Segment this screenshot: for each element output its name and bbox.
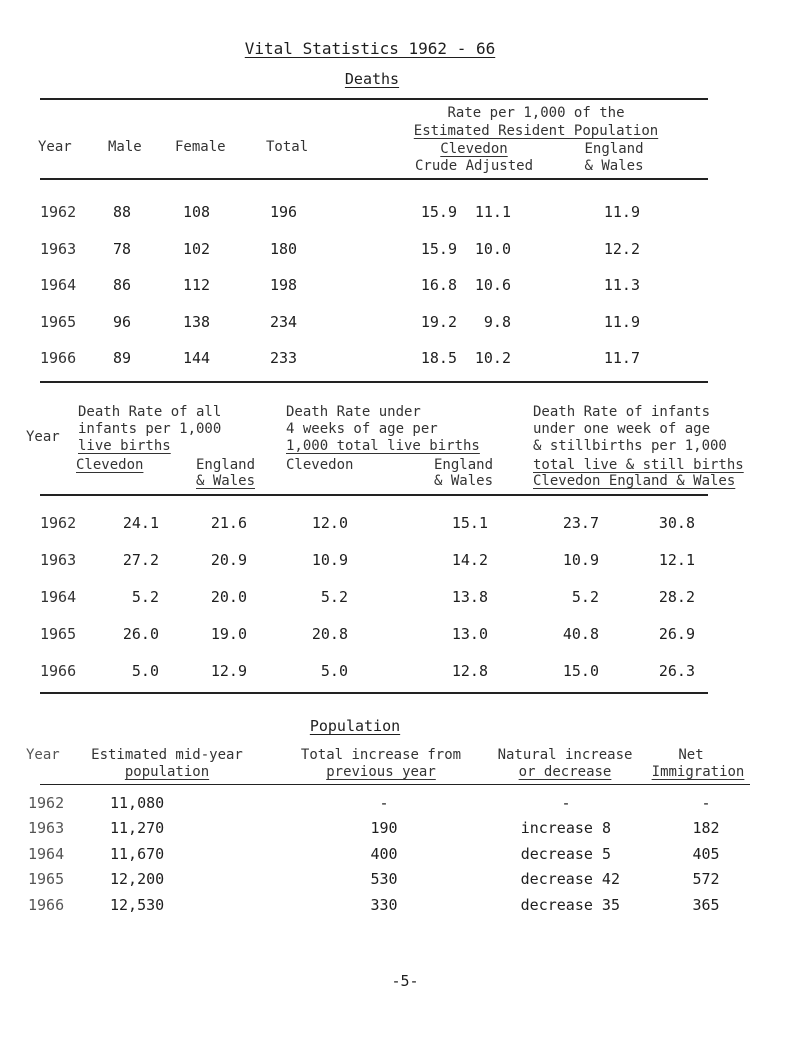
infants-u4-clevedon: 10.9 <box>311 551 348 569</box>
deaths-adjusted-rate: 11.1 <box>474 203 511 221</box>
infants-u1-clevedon: 15.0 <box>562 662 599 680</box>
population-increase: 330 <box>370 896 398 914</box>
infants-year-header: Year <box>26 429 60 445</box>
deaths-female: 108 <box>183 203 211 221</box>
infants-all-clevedon: 27.2 <box>122 551 159 569</box>
infants-all-header-2: infants per 1,000 <box>78 421 222 437</box>
deaths-england-rate: 11.7 <box>603 349 640 367</box>
infants-u1-england: 26.9 <box>658 625 695 643</box>
deaths-total: 233 <box>270 349 298 367</box>
infants-u1-england: 26.3 <box>658 662 695 680</box>
deaths-total: 180 <box>270 240 298 258</box>
infants-year: 1965 <box>40 625 77 643</box>
infants-u4-england-header: England <box>434 457 494 473</box>
infants-year: 1963 <box>40 551 77 569</box>
infants-u4-clevedon: 5.2 <box>320 588 348 606</box>
deaths-adjusted-rate: 10.6 <box>474 276 511 294</box>
infants-all-clevedon: 5.2 <box>131 588 159 606</box>
deaths-total: 234 <box>270 313 298 331</box>
population-year: 1963 <box>28 819 65 837</box>
infants-all-clevedon: 26.0 <box>122 625 159 643</box>
deaths-female: 102 <box>183 240 211 258</box>
infants-u4-clevedon: 5.0 <box>320 662 348 680</box>
population-natural: increase 8 <box>520 819 611 837</box>
infants-all-clevedon-header: Clevedon <box>76 457 144 473</box>
infants-all-clevedon: 24.1 <box>122 514 159 532</box>
deaths-total-header: Total <box>266 139 309 155</box>
population-estimate: 12,200 <box>110 870 165 888</box>
deaths-male-header: Male <box>108 139 142 155</box>
population-net: 365 <box>692 896 720 914</box>
infants-u1-clevedon: 40.8 <box>562 625 599 643</box>
deaths-male: 88 <box>113 203 132 221</box>
infants-u1-clevedon: 10.9 <box>562 551 599 569</box>
deaths-year-header: Year <box>38 139 72 155</box>
infants-u1-header-2: under one week of age <box>533 421 711 437</box>
infants-u4-england: 15.1 <box>451 514 488 532</box>
deaths-header-rule <box>40 178 708 180</box>
deaths-total: 198 <box>270 276 298 294</box>
population-net: 405 <box>692 845 720 863</box>
population-estimate: 11,670 <box>110 845 165 863</box>
population-estimate: 11,080 <box>110 794 165 812</box>
infants-all-header-3: live births <box>78 438 171 454</box>
infants-u4-england: 14.2 <box>451 551 488 569</box>
deaths-male: 96 <box>113 313 132 331</box>
population-year: 1965 <box>28 870 65 888</box>
deaths-year: 1964 <box>40 276 77 294</box>
infants-all-england: 20.0 <box>210 588 247 606</box>
infants-u4-england: 12.8 <box>451 662 488 680</box>
deaths-england-rate: 12.2 <box>603 240 640 258</box>
infants-all-header-1: Death Rate of all <box>78 404 222 420</box>
population-net: 182 <box>692 819 720 837</box>
deaths-adjusted-rate: 10.0 <box>474 240 511 258</box>
population-year: 1962 <box>28 794 65 812</box>
deaths-year: 1963 <box>40 240 77 258</box>
population-increase-header-1: Total increase from <box>300 747 462 763</box>
population-increase: - <box>379 794 389 812</box>
infants-all-england: 19.0 <box>210 625 247 643</box>
infants-year: 1966 <box>40 662 77 680</box>
population-natural-header-2: or decrease <box>518 764 612 780</box>
population-year-header: Year <box>26 747 60 763</box>
infants-u1-header-4: total live & still births <box>533 457 744 473</box>
infants-u1-clevedon: 5.2 <box>571 588 599 606</box>
population-year: 1964 <box>28 845 65 863</box>
infants-u1-england: 12.1 <box>658 551 695 569</box>
deaths-england-rate: 11.3 <box>603 276 640 294</box>
infants-u1-sub-header: Clevedon England & Wales <box>533 473 736 489</box>
deaths-top-rule <box>40 98 708 100</box>
infants-all-england: 21.6 <box>210 514 247 532</box>
deaths-female: 144 <box>183 349 211 367</box>
page-number: -5- <box>391 972 419 990</box>
deaths-year: 1962 <box>40 203 77 221</box>
population-net: 572 <box>692 870 720 888</box>
population-year: 1966 <box>28 896 65 914</box>
deaths-crude-rate: 16.8 <box>420 276 457 294</box>
population-increase: 530 <box>370 870 398 888</box>
infants-all-wales-header: & Wales <box>196 473 256 489</box>
deaths-crude-rate: 15.9 <box>420 240 457 258</box>
infants-u1-header-1: Death Rate of infants <box>533 404 711 420</box>
infants-year: 1964 <box>40 588 77 606</box>
deaths-female-header: Female <box>175 139 226 155</box>
infants-u1-england: 30.8 <box>658 514 695 532</box>
deaths-male: 89 <box>113 349 132 367</box>
infants-header-rule <box>40 494 708 496</box>
infants-all-england-header: England <box>196 457 256 473</box>
population-net: - <box>701 794 711 812</box>
deaths-adjusted-rate: 9.8 <box>483 313 511 331</box>
infants-u4-clevedon: 12.0 <box>311 514 348 532</box>
deaths-england-header: England <box>584 141 644 157</box>
deaths-clevedon-header: Clevedon <box>440 141 508 157</box>
deaths-crude-adjusted-header: Crude Adjusted <box>414 158 534 174</box>
deaths-wales-header: & Wales <box>584 158 644 174</box>
infants-year: 1962 <box>40 514 77 532</box>
population-increase-header-2: previous year <box>326 764 436 780</box>
population-title: Population <box>309 717 401 735</box>
deaths-crude-rate: 15.9 <box>420 203 457 221</box>
deaths-title: Deaths <box>344 70 400 88</box>
infants-u1-clevedon: 23.7 <box>562 514 599 532</box>
population-net-header-2: Immigration <box>651 764 745 780</box>
infants-u1-header-3: & stillbirths per 1,000 <box>533 438 727 454</box>
infants-u4-england: 13.0 <box>451 625 488 643</box>
page-title: Vital Statistics 1962 - 66 <box>244 39 496 58</box>
deaths-rate-header-1: Rate per 1,000 of the <box>447 105 625 121</box>
population-estimate: 11,270 <box>110 819 165 837</box>
population-natural: - <box>561 794 571 812</box>
deaths-adjusted-rate: 10.2 <box>474 349 511 367</box>
population-estimate: 12,530 <box>110 896 165 914</box>
infants-u4-clevedon: 20.8 <box>311 625 348 643</box>
deaths-england-rate: 11.9 <box>603 313 640 331</box>
infants-u4-clevedon-header: Clevedon <box>286 457 354 473</box>
infants-u4-wales-header: & Wales <box>434 473 494 489</box>
infants-u4-england: 13.8 <box>451 588 488 606</box>
deaths-crude-rate: 18.5 <box>420 349 457 367</box>
deaths-total: 196 <box>270 203 298 221</box>
infants-u4-header-3: 1,000 total live births <box>286 438 480 454</box>
deaths-male: 86 <box>113 276 132 294</box>
deaths-female: 138 <box>183 313 211 331</box>
deaths-bottom-rule <box>40 381 708 383</box>
deaths-year: 1966 <box>40 349 77 367</box>
population-increase: 400 <box>370 845 398 863</box>
deaths-female: 112 <box>183 276 211 294</box>
infants-u4-header-2: 4 weeks of age per <box>286 421 438 437</box>
deaths-male: 78 <box>113 240 132 258</box>
population-natural: decrease 5 <box>520 845 611 863</box>
deaths-year: 1965 <box>40 313 77 331</box>
infants-u4-header-1: Death Rate under <box>286 404 421 420</box>
infants-all-england: 20.9 <box>210 551 247 569</box>
population-natural-header-1: Natural increase <box>497 747 633 763</box>
population-net-header-1: Net <box>678 747 704 763</box>
population-increase: 190 <box>370 819 398 837</box>
deaths-england-rate: 11.9 <box>603 203 640 221</box>
population-header-rule <box>40 784 750 785</box>
infants-all-england: 12.9 <box>210 662 247 680</box>
infants-u1-england: 28.2 <box>658 588 695 606</box>
deaths-crude-rate: 19.2 <box>420 313 457 331</box>
population-natural: decrease 35 <box>520 896 620 914</box>
population-estimated-header-1: Estimated mid-year <box>91 747 243 763</box>
infants-all-clevedon: 5.0 <box>131 662 159 680</box>
population-natural: decrease 42 <box>520 870 620 888</box>
infants-bottom-rule <box>40 692 708 694</box>
population-estimated-header-2: population <box>124 764 210 780</box>
deaths-rate-header-2: Estimated Resident Population <box>413 123 659 139</box>
